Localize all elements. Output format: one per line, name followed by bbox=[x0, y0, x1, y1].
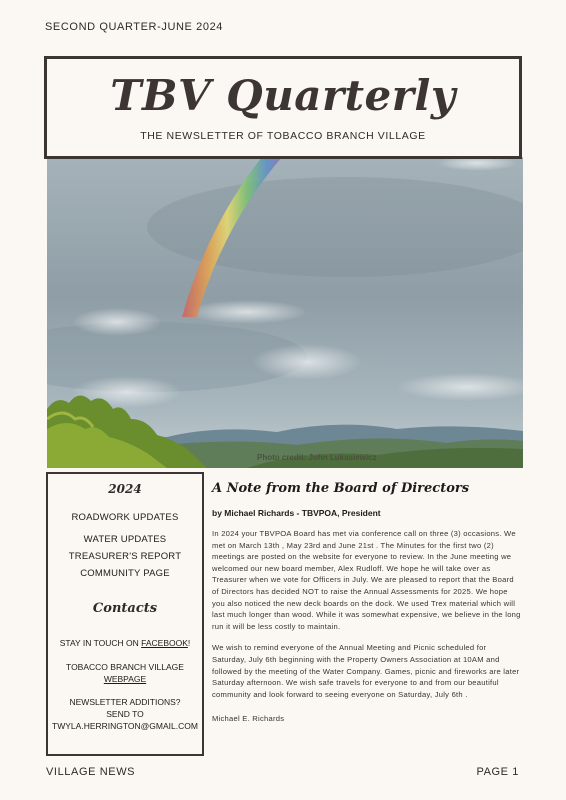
article-signoff: Michael E. Richards bbox=[212, 714, 285, 724]
footer-page-number: PAGE 1 bbox=[476, 766, 519, 778]
rainbow-photo bbox=[47, 157, 523, 468]
facebook-suffix: ! bbox=[187, 638, 191, 648]
sidebar-link-roadwork[interactable]: ROADWORK UPDATES bbox=[71, 512, 179, 523]
newsletter-line: NEWSLETTER ADDITIONS? bbox=[69, 697, 181, 707]
webpage-link[interactable]: WEBPAGE bbox=[103, 674, 147, 684]
article-paragraph: In 2024 your TBVPOA Board has met via conference call on three (3) occasions. We met on March 13th , May 23rd and June 21st . The Minutes for the first two (2) meetings are posted on the website for everyone to review. In the June meeting we welcomed our new board member, Alex Rudloff. We hope he will take over as Treasurer when we vote for Officers in July. We are pleased to report that the Board of Directors has decided NOT to raise the Annual Assessments for 2025. We hope you also noticed the new deck boards on the dock. We used Trex material which will last much longer than wood. While it was somewhat expensive, we believe in the long run it will be less costly to maintain. bbox=[212, 529, 521, 631]
facebook-prefix: STAY IN TOUCH ON bbox=[59, 638, 142, 648]
photo-credit: Photo credit: John Lukasiewicz bbox=[257, 453, 377, 462]
masthead bbox=[44, 56, 522, 159]
newsletter-title: TBV Quarterly bbox=[110, 71, 456, 120]
article-byline: by Michael Richards - TBVPOA, President bbox=[212, 508, 381, 518]
newsletter-subtitle: THE NEWSLETTER OF TOBACCO BRANCH VILLAGE bbox=[140, 130, 426, 142]
sidebar-year: 2024 bbox=[108, 482, 142, 496]
facebook-link[interactable]: FACEBOOK bbox=[141, 638, 188, 648]
rainbow-landscape-image bbox=[47, 157, 523, 468]
footer-section-label: VILLAGE NEWS bbox=[46, 766, 136, 778]
issue-label: SECOND QUARTER-JUNE 2024 bbox=[45, 21, 224, 33]
sidebar-box bbox=[46, 472, 204, 756]
article-paragraph: We wish to remind everyone of the Annual Meeting and Picnic scheduled for Saturday, July 6th beginning with the Property Owners Association at 10AM and followed by the meeting of the Water Company. Games, picnic and fireworks are later Saturday afternoon. We wish safe travels for everyone to and from our beautiful community and look forward to seeing everyone on Saturday, July 6th . bbox=[212, 643, 520, 699]
sidebar-link-water[interactable]: WATER UPDATES bbox=[83, 534, 167, 545]
facebook-line bbox=[50, 637, 200, 649]
sidebar-link-treasurer[interactable]: TREASURER'S REPORT bbox=[68, 551, 182, 562]
board-note-article bbox=[212, 481, 522, 723]
newsletter-email[interactable]: TWYLA.HERRINGTON@GMAIL.COM bbox=[52, 721, 198, 731]
webpage-line: TOBACCO BRANCH VILLAGE bbox=[66, 662, 184, 672]
contacts-heading: Contacts bbox=[92, 601, 158, 616]
send-to-line: SEND TO bbox=[106, 709, 144, 719]
article-title: A Note from the Board of Directors bbox=[212, 481, 470, 496]
sidebar-link-community[interactable]: COMMUNITY PAGE bbox=[80, 568, 170, 579]
